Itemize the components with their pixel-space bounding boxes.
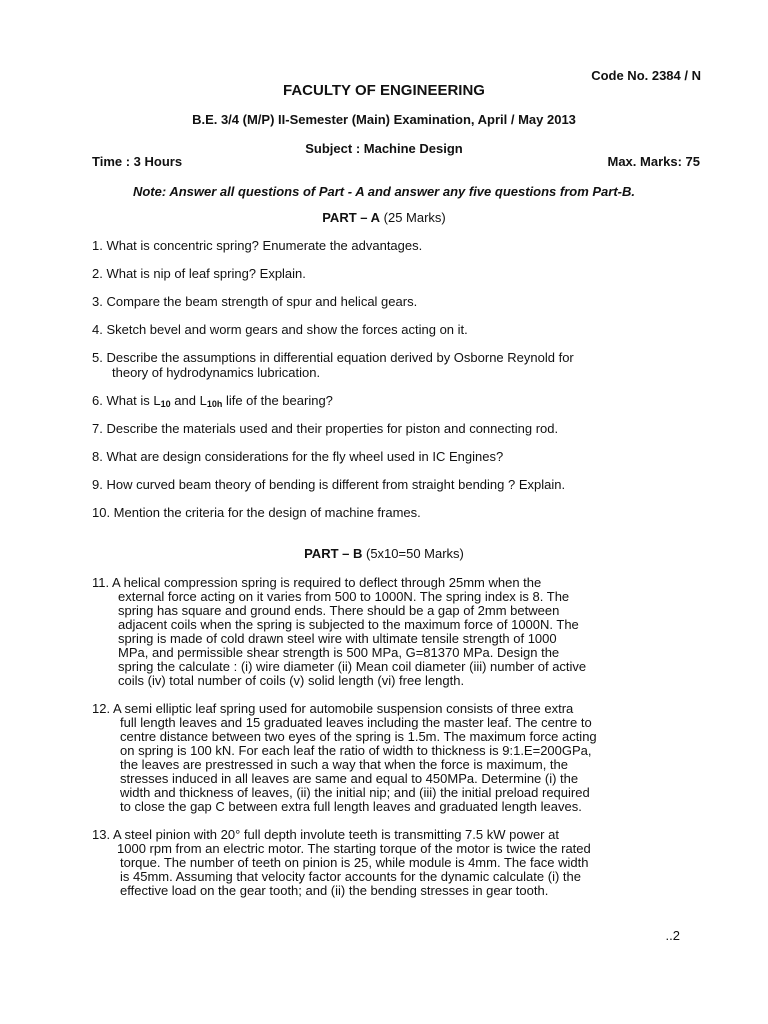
part-b-heading [0, 546, 768, 561]
question-3: 3. Compare the beam strength of spur and helical gears. [92, 294, 418, 309]
max-marks: Max. Marks: 75 [607, 154, 700, 169]
question-7: 7. Describe the materials used and their properties for piston and connecting rod. [92, 421, 559, 436]
question-13-line: effective load on the gear tooth; and (ii) the bending stresses in gear tooth. [120, 883, 549, 898]
question-2: 2. What is nip of leaf spring? Explain. [92, 266, 306, 281]
part-b-title: PART – B [304, 546, 363, 561]
part-a-heading [0, 210, 768, 225]
question-12-line: width and thickness of leaves, (ii) the initial nip; and (iii) the initial preload required [120, 785, 590, 800]
question-12-line: to close the gap C between extra full length leaves and graduated length leaves. [120, 799, 582, 814]
question-9: 9. How curved beam theory of bending is different from straight bending ? Explain. [92, 477, 566, 492]
question-6-part-1: 6. What is L [92, 393, 161, 408]
question-13-line: 1000 rpm from an electric motor. The starting torque of the motor is twice the rated [117, 841, 591, 856]
question-11-line: spring has square and ground ends. There should be a gap of 2mm between [118, 603, 560, 618]
question-11-line: 11. A helical compression spring is required to deflect through 25mm when the [92, 575, 542, 590]
part-b-marks: (5x10=50 Marks) [365, 546, 464, 561]
question-13-line: 13. A steel pinion with 20° full depth involute teeth is transmitting 7.5 kW power at [92, 827, 559, 842]
question-5-line-2: theory of hydrodynamics lubrication. [112, 365, 321, 380]
part-a-marks: (25 Marks) [383, 210, 446, 225]
subject-line: Subject : Machine Design [305, 141, 463, 156]
question-11-line: external force acting on it varies from 500 to 1000N. The spring index is 8. The [118, 589, 570, 604]
faculty-title: FACULTY OF ENGINEERING [283, 82, 485, 99]
question-10: 10. Mention the criteria for the design of machine frames. [92, 505, 421, 520]
question-5-line-1: 5. Describe the assumptions in differential equation derived by Osborne Reynold for [92, 350, 574, 365]
question-12-line: centre distance between two eyes of the spring is 1.5m. The maximum force acting [120, 729, 597, 744]
part-a-title: PART – A [322, 210, 381, 225]
question-12-line: stresses induced in all leaves are same and equal to 450MPa. Determine (i) the [120, 771, 579, 786]
question-12-line: on spring is 100 kN. For each leaf the ratio of width to thickness is 9:1.E=200GPa, [120, 743, 592, 758]
code-number: Code No. 2384 / N [591, 68, 701, 83]
question-12-line: the leaves are prestressed in such a way that when the force is maximum, the [120, 757, 568, 772]
question-11-line: adjacent coils when the spring is subjected to the maximum force of 1000N. The [118, 617, 579, 632]
time-allowed: Time : 3 Hours [92, 154, 183, 169]
question-11-line: spring is made of cold drawn steel wire with ultimate tensile strength of 1000 [118, 631, 557, 646]
question-11-line: coils (iv) total number of coils (v) solid length (vi) free length. [118, 673, 465, 688]
question-8: 8. What are design considerations for the fly wheel used in IC Engines? [92, 449, 504, 464]
subscript-10: 10 [160, 399, 171, 409]
subscript-10h: 10h [206, 399, 223, 409]
question-13-line: torque. The number of teeth on pinion is 25, while module is 4mm. The face width [120, 855, 589, 870]
page-indicator: ..2 [665, 928, 680, 943]
question-6-part-2: and L [170, 393, 207, 408]
question-4: 4. Sketch bevel and worm gears and show the forces acting on it. [92, 322, 468, 337]
exam-title: B.E. 3/4 (M/P) II-Semester (Main) Examination, April / May 2013 [192, 112, 576, 127]
question-13-line: is 45mm. Assuming that velocity factor accounts for the dynamic calculate (i) the [120, 869, 581, 884]
question-6 [92, 393, 333, 408]
question-12-line: full length leaves and 15 graduated leaves including the master leaf. The centre to [120, 715, 592, 730]
question-11-line: MPa, and permissible shear strength is 500 MPa, G=81370 MPa. Design the [118, 645, 560, 660]
question-6-part-3: life of the bearing? [222, 393, 333, 408]
question-12-line: 12. A semi elliptic leaf spring used for automobile suspension consists of three extra [92, 701, 574, 716]
question-1: 1. What is concentric spring? Enumerate the advantages. [92, 238, 423, 253]
question-11-line: spring the calculate : (i) wire diameter (ii) Mean coil diameter (iii) number of active [118, 659, 587, 674]
instructions-note: Note: Answer all questions of Part - A and answer any five questions from Part-B. [132, 184, 636, 199]
